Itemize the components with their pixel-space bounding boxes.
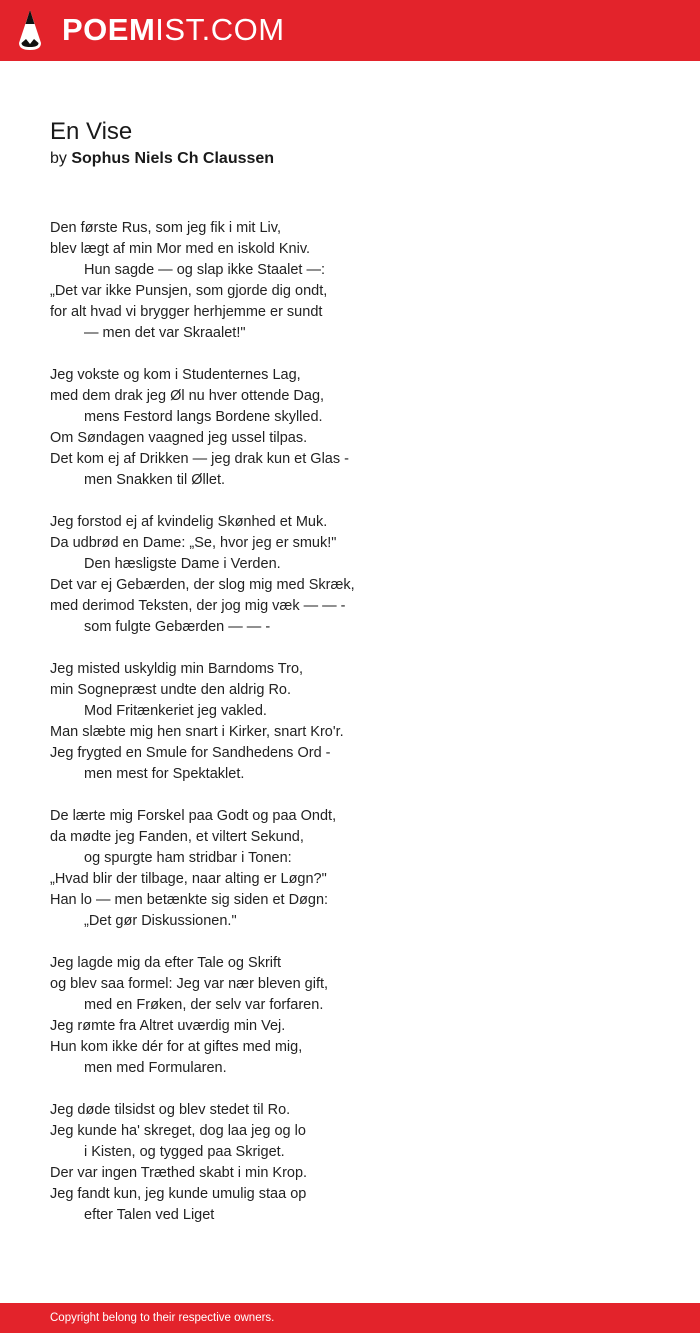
poem-line: men med Formularen. [84,1060,227,1076]
poem-stanza [50,218,355,344]
poem-author: Sophus Niels Ch Claussen [71,150,275,167]
poem-stanza [50,365,355,491]
poem-line: Jeg misted uskyldig min Barndoms Tro, [50,661,304,677]
poem-line: Jeg rømte fra Altret uværdig min Vej. [50,1018,286,1034]
poem-stanza [50,512,355,638]
poem-line: „Det gør Diskussionen." [84,913,237,929]
poem-line: da mødte jeg Fanden, et viltert Sekund, [50,829,304,845]
poem-line: for alt hvad vi brygger herhjemme er sundt [50,304,323,320]
top-bar [0,0,700,61]
logo-text-bold: POEM [62,12,156,47]
poem-line: Jeg forstod ej af kvindelig Skønhed et Muk. [50,514,328,530]
poem-line: Han lo — men betænkte sig siden et Døgn: [50,892,329,908]
footer-bar [0,1303,700,1333]
poem-line: Jeg frygted en Smule for Sandhedens Ord - [50,745,331,761]
poem-line: med dem drak jeg Øl nu hver ottende Dag, [50,388,325,404]
poem-line: „Det var ikke Punsjen, som gjorde dig ondt, [50,283,328,299]
poem-line: „Hvad blir der tilbage, naar alting er Løgn?" [50,871,327,887]
poem-line: Det var ej Gebærden, der slog mig med Skræk, [50,577,355,593]
poem-line: Den første Rus, som jeg fik i mit Liv, [50,220,281,236]
poem-line: Den hæsligste Dame i Verden. [84,556,281,572]
pencil-tip-icon [18,9,42,56]
poem-line: blev lægt af min Mor med en iskold Kniv. [50,241,311,257]
poem-line: min Sognepræst undte den aldrig Ro. [50,682,292,698]
poem-stanza [50,1100,355,1226]
poem-line: med derimod Teksten, der jog mig væk — — - [50,598,346,614]
poem-body [50,218,355,1247]
copyright-text: Copyright belong to their respective owners. [50,1312,275,1324]
poem-line: Mod Fritænkeriet jeg vakled. [84,703,267,719]
poem-line: — men det var Skraalet!" [84,325,246,341]
poem-line: i Kisten, og tygged paa Skriget. [84,1144,285,1160]
poem-line: Om Søndagen vaagned jeg ussel tilpas. [50,430,308,446]
poem-line: Da udbrød en Dame: „Se, hvor jeg er smuk!" [50,535,337,551]
poem-line: Man slæbte mig hen snart i Kirker, snart Kro'r. [50,724,344,740]
poem-line: Jeg lagde mig da efter Tale og Skrift [50,955,282,971]
poem-line: mens Festord langs Bordene skylled. [84,409,323,425]
poem-stanza [50,806,355,932]
logo-text-light: IST.COM [155,12,285,47]
poem-line: Jeg fandt kun, jeg kunde umulig staa op [50,1186,307,1202]
poem-line: og blev saa formel: Jeg var nær bleven gift, [50,976,329,992]
poem-line: Jeg kunde ha' skreget, dog laa jeg og lo [50,1123,306,1139]
poem-title: En Vise [50,118,133,145]
poem-line: Hun kom ikke dér for at giftes med mig, [50,1039,303,1055]
poem-line: men Snakken til Øllet. [84,472,226,488]
poem-byline [50,149,274,169]
poem-line: som fulgte Gebærden — — - [84,619,271,635]
poem-stanza [50,659,355,785]
poem-line: Jeg vokste og kom i Studenternes Lag, [50,367,301,383]
poem-line: efter Talen ved Liget [84,1207,215,1223]
poem-line: Der var ingen Træthed skabt i min Krop. [50,1165,308,1181]
site-logo-text [62,12,285,48]
poem-line: Jeg døde tilsidst og blev stedet til Ro. [50,1102,291,1118]
poem-line: og spurgte ham stridbar i Tonen: [84,850,292,866]
poem-line: Hun sagde — og slap ikke Staalet —: [84,262,325,278]
poem-line: men mest for Spektaklet. [84,766,245,782]
poem-stanza [50,953,355,1079]
poem-line: med en Frøken, der selv var forfaren. [84,997,324,1013]
by-label: by [50,150,67,167]
poem-line: De lærte mig Forskel paa Godt og paa Ondt, [50,808,337,824]
poem-line: Det kom ej af Drikken — jeg drak kun et Glas - [50,451,349,467]
